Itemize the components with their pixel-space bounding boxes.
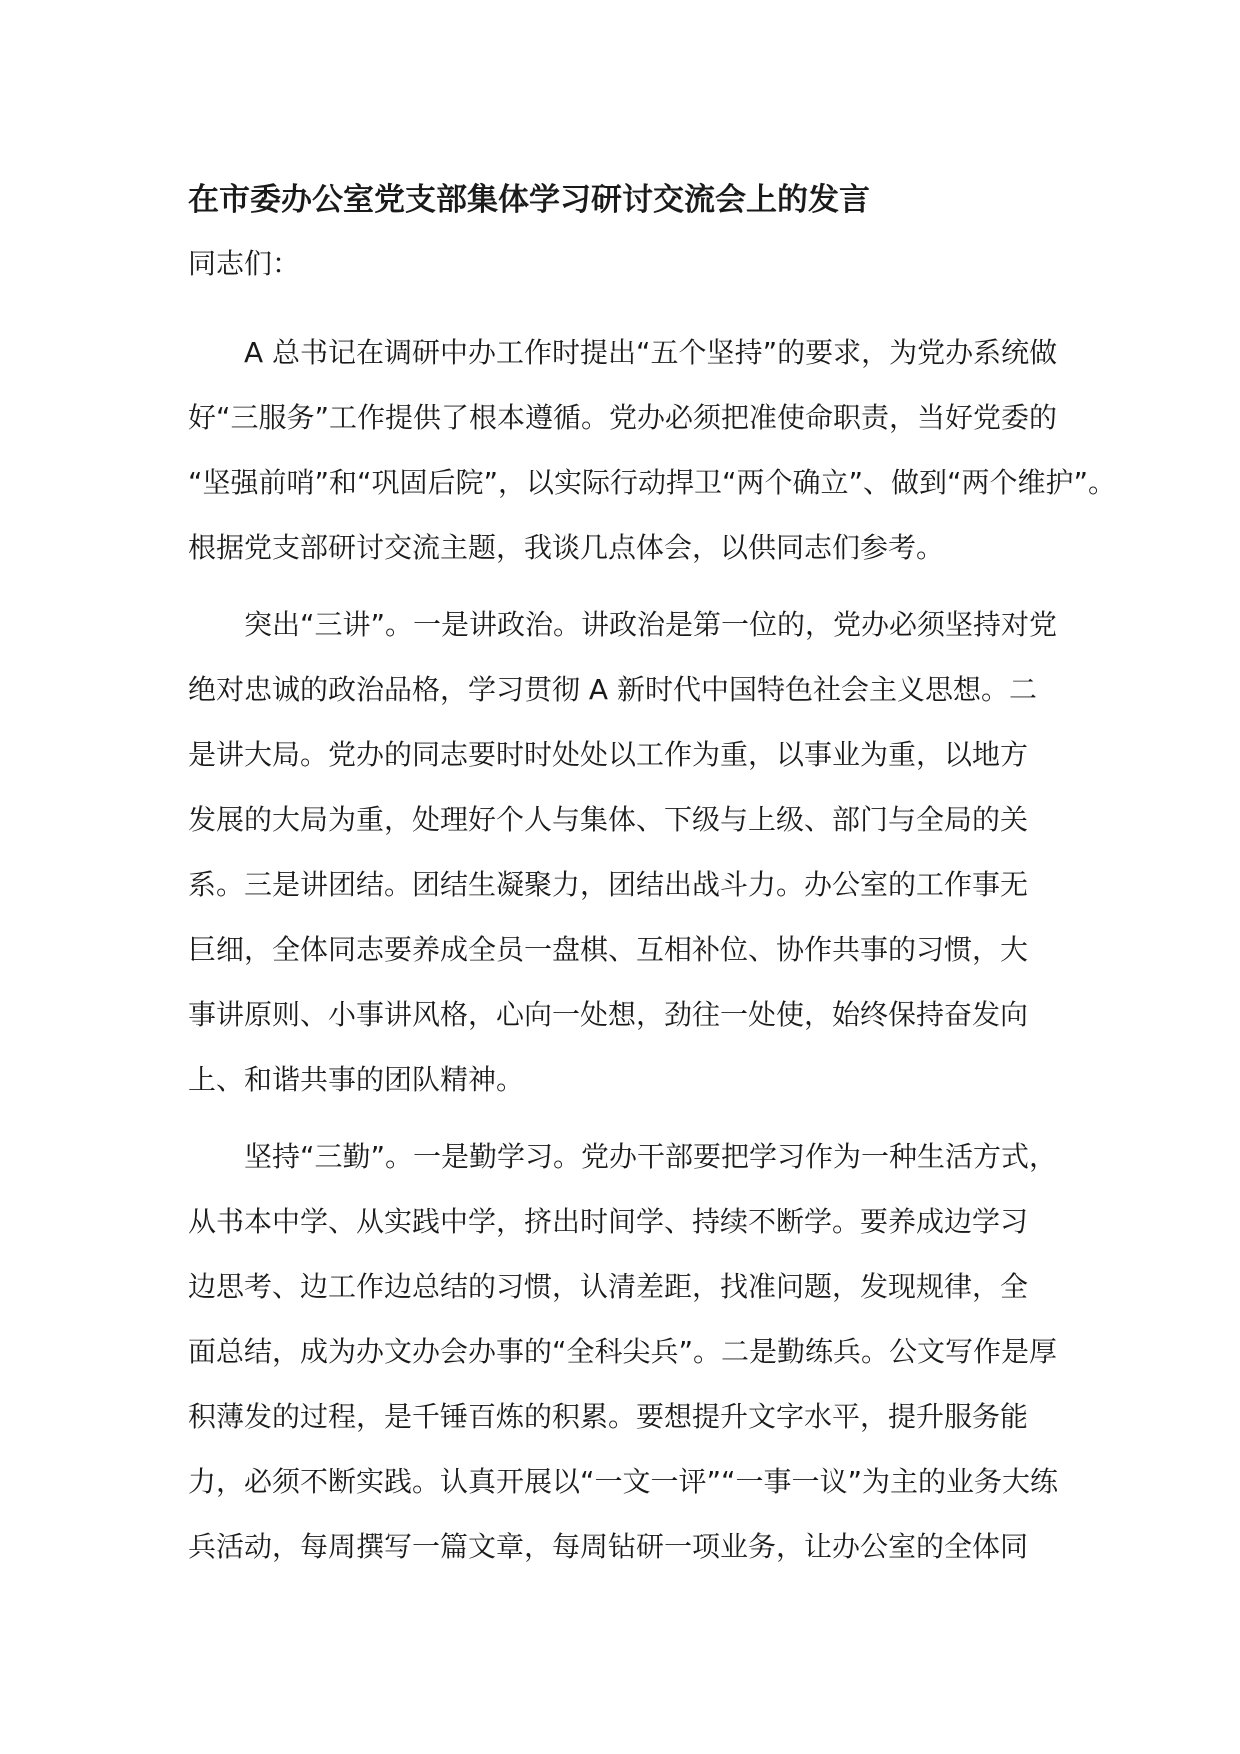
text-line: 根据党支部研讨交流主题，我谈几点体会，以供同志们参考。 — [188, 531, 945, 564]
text-line: 事讲原则、小事讲风格，心向一处想，劲往一处使，始终保持奋发向 — [188, 998, 1029, 1031]
text-line: 上、和谐共事的团队精神。 — [188, 1063, 525, 1096]
text-line: 突出“三讲”。一是讲政治。讲政治是第一位的，党办必须坚持对党 — [244, 608, 1058, 641]
text-line: A 总书记在调研中办工作时提出“五个坚持”的要求，为党办系统做 — [244, 336, 1058, 369]
document-title: 在市委办公室党支部集体学习研讨交流会上的发言 — [188, 182, 870, 218]
text-line: 力，必须不断实践。认真开展以“一文一评”“一事一议”为主的业务大练 — [188, 1465, 1059, 1498]
paragraph-1 — [188, 320, 1117, 580]
text-line: 系。三是讲团结。团结生凝聚力，团结出战斗力。办公室的工作事无 — [188, 868, 1029, 901]
text-line: “坚强前哨”和“巩固后院”，以实际行动捍卫“两个确立”、做到“两个维护”。 — [188, 466, 1117, 499]
text-line: 边思考、边工作边总结的习惯，认清差距，找准问题，发现规律，全 — [188, 1270, 1029, 1303]
paragraph-2 — [188, 592, 1068, 1112]
salutation: 同志们： — [188, 247, 301, 280]
text-line: 面总结，成为办文办会办事的“全科尖兵”。二是勤练兵。公文写作是厚 — [188, 1335, 1058, 1368]
document-page — [188, 168, 1117, 1579]
paragraph-3 — [188, 1124, 1068, 1579]
text-line: 坚持“三勤”。一是勤学习。党办干部要把学习作为一种生活方式， — [244, 1140, 1058, 1173]
text-line: 巨细，全体同志要养成全员一盘棋、互相补位、协作共事的习惯，大 — [188, 933, 1029, 966]
text-line: 从书本中学、从实践中学，挤出时间学、持续不断学。要养成边学习 — [188, 1205, 1029, 1238]
text-line: 兵活动，每周撰写一篇文章，每周钻研一项业务，让办公室的全体同 — [188, 1530, 1029, 1563]
text-line: 绝对忠诚的政治品格，学习贯彻 A 新时代中国特色社会主义思想。二 — [188, 673, 1037, 706]
text-line: 好“三服务”工作提供了根本遵循。党办必须把准使命职责，当好党委的 — [188, 401, 1058, 434]
text-line: 是讲大局。党办的同志要时时处处以工作为重，以事业为重，以地方 — [188, 738, 1029, 771]
text-line: 发展的大局为重，处理好个人与集体、下级与上级、部门与全局的关 — [188, 803, 1029, 836]
text-line: 积薄发的过程，是千锤百炼的积累。要想提升文字水平，提升服务能 — [188, 1400, 1029, 1433]
